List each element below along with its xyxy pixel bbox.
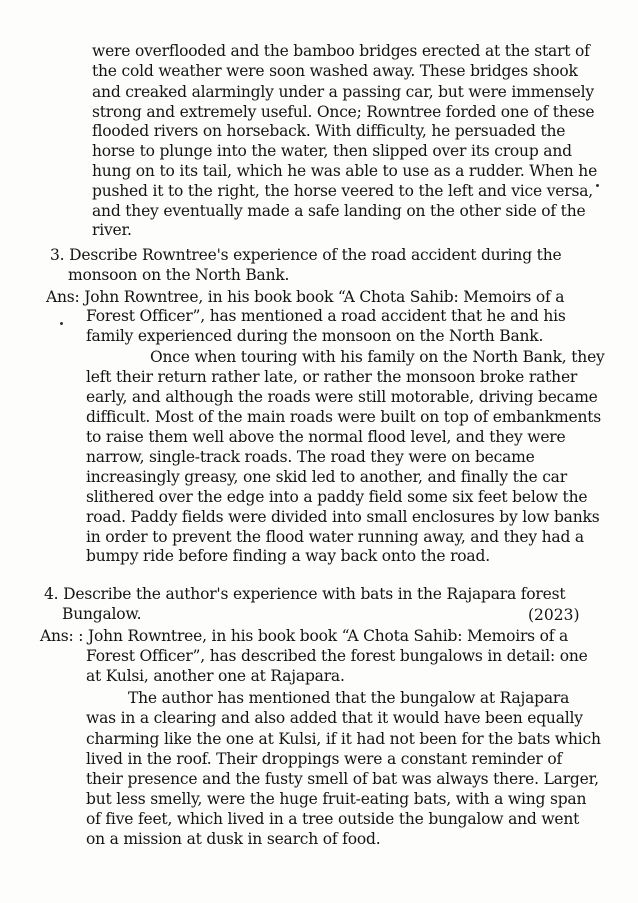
continuation-line: hung on to its tail, which he was able to use as a rudder. When he — [92, 162, 598, 180]
answer-4-body: their presence and the fusty smell of bat was always there. Larger, — [86, 770, 599, 788]
continuation-line: and they eventually made a safe landing on the other side of the — [92, 202, 586, 220]
continuation-line: strong and extremely useful. Once; Rowntree forded one of these — [92, 103, 595, 121]
question-3-heading: 3. Describe Rowntree's experience of the road accident during the — [50, 246, 562, 264]
answer-4-body: was in a clearing and also added that it would have been equally — [86, 709, 583, 727]
continuation-line: horse to plunge into the water, then slipped over its croup and — [92, 142, 572, 160]
speck-mark — [596, 184, 599, 187]
question-3-heading: monsoon on the North Bank. — [68, 266, 290, 284]
answer-3-body: difficult. Most of the main roads were built on top of embankments — [86, 408, 602, 426]
answer-3-intro: Forest Officer”, has mentioned a road accident that he and his — [86, 307, 566, 325]
answer-3-body: in order to prevent the flood water running away, and they had a — [86, 528, 584, 546]
answer-3-body: increasingly greasy, one skid led to another, and finally the car — [86, 468, 567, 486]
answer-4-body: charming like the one at Kulsi, if it had not been for the bats which — [86, 730, 601, 748]
question-4-year: (2023) — [528, 606, 580, 624]
continuation-line: river. — [92, 221, 132, 239]
continuation-line: were overflooded and the bamboo bridges erected at the start of — [92, 42, 590, 60]
answer-3-body: Once when touring with his family on the North Bank, they — [150, 348, 605, 366]
answer-3-intro: Ans: John Rowntree, in his book book “A Chota Sahib: Memoirs of a — [46, 288, 565, 306]
continuation-line: flooded rivers on horseback. With difficulty, he persuaded the — [92, 122, 566, 140]
continuation-line: pushed it to the right, the horse veered to the left and vice versa, — [92, 182, 594, 200]
answer-4-body: of five feet, which lived in a tree outside the bungalow and went — [86, 810, 580, 828]
answer-4-body: on a mission at dusk in search of food. — [86, 830, 381, 848]
answer-4-intro: at Kulsi, another one at Rajapara. — [86, 667, 345, 685]
answer-4-intro: Ans: : John Rowntree, in his book book “A Chota Sahib: Memoirs of a — [40, 627, 569, 645]
answer-3-body: left their return rather late, or rather the monsoon broke rather — [86, 368, 578, 386]
answer-3-body: bumpy ride before finding a way back onto the road. — [86, 547, 490, 565]
speck-mark — [60, 322, 63, 325]
answer-4-body: but less smelly, were the huge fruit-eating bats, with a wing span — [86, 790, 587, 808]
question-4-heading: Bungalow. — [62, 605, 142, 623]
answer-3-body: road. Paddy fields were divided into small enclosures by low banks — [86, 508, 600, 526]
answer-3-body: early, and although the roads were still motorable, driving became — [86, 388, 598, 406]
continuation-line: the cold weather were soon washed away. These bridges shook — [92, 62, 578, 80]
answer-4-intro: Forest Officer”, has described the forest bungalows in detail: one — [86, 647, 588, 665]
continuation-line: and creaked alarmingly under a passing car, but were immensely — [92, 83, 594, 101]
answer-3-body: slithered over the edge into a paddy field some six feet below the — [86, 488, 588, 506]
answer-3-body: to raise them well above the normal flood level, and they were — [86, 428, 566, 446]
answer-4-body: lived in the roof. Their droppings were a constant reminder of — [86, 750, 563, 768]
answer-3-intro: family experienced during the monsoon on the North Bank. — [86, 327, 544, 345]
answer-3-body: narrow, single-track roads. The road they were on became — [86, 448, 535, 466]
question-4-heading: 4. Describe the author's experience with bats in the Rajapara forest — [44, 585, 566, 603]
answer-4-body: The author has mentioned that the bungalow at Rajapara — [128, 689, 570, 707]
